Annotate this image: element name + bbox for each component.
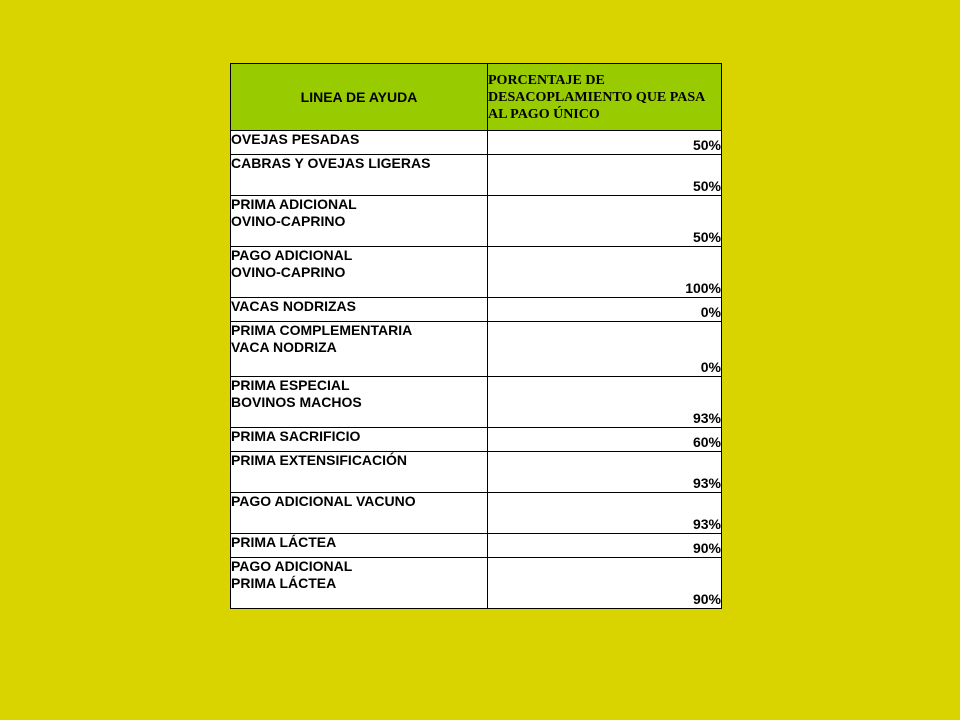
table-row <box>231 196 722 247</box>
aid-decoupling-table <box>230 63 722 609</box>
table-row <box>231 155 722 196</box>
row-value: 93% <box>488 377 722 428</box>
row-value: 90% <box>488 534 722 558</box>
row-label: PAGO ADICIONAL OVINO-CAPRINO <box>231 247 488 298</box>
row-label: PRIMA ADICIONAL OVINO-CAPRINO <box>231 196 488 247</box>
row-value: 50% <box>488 155 722 196</box>
row-label: CABRAS Y OVEJAS LIGERAS <box>231 155 488 196</box>
table-row <box>231 534 722 558</box>
table-row <box>231 247 722 298</box>
row-label: OVEJAS PESADAS <box>231 131 488 155</box>
row-label: PRIMA SACRIFICIO <box>231 428 488 452</box>
header-aid-line: LINEA DE AYUDA <box>231 64 488 131</box>
row-value: 0% <box>488 298 722 322</box>
row-label: PRIMA ESPECIAL BOVINOS MACHOS <box>231 377 488 428</box>
row-value: 93% <box>488 452 722 493</box>
table-row <box>231 131 722 155</box>
row-value: 50% <box>488 131 722 155</box>
table-row <box>231 493 722 534</box>
table-row <box>231 452 722 493</box>
row-value: 93% <box>488 493 722 534</box>
table-row <box>231 322 722 377</box>
table-row <box>231 298 722 322</box>
row-value: 60% <box>488 428 722 452</box>
row-label: VACAS NODRIZAS <box>231 298 488 322</box>
row-value: 50% <box>488 196 722 247</box>
table-row <box>231 377 722 428</box>
table-row <box>231 428 722 452</box>
row-label: PRIMA COMPLEMENTARIA VACA NODRIZA <box>231 322 488 377</box>
table-header-row <box>231 64 722 131</box>
row-value: 0% <box>488 322 722 377</box>
table-row <box>231 558 722 609</box>
row-value: 100% <box>488 247 722 298</box>
row-label: PAGO ADICIONAL VACUNO <box>231 493 488 534</box>
row-value: 90% <box>488 558 722 609</box>
row-label: PAGO ADICIONAL PRIMA LÁCTEA <box>231 558 488 609</box>
row-label: PRIMA LÁCTEA <box>231 534 488 558</box>
header-decoupling-percentage: PORCENTAJE DE DESACOPLAMIENTO QUE PASA AL PAGO ÚNICO <box>488 64 722 131</box>
row-label: PRIMA EXTENSIFICACIÓN <box>231 452 488 493</box>
